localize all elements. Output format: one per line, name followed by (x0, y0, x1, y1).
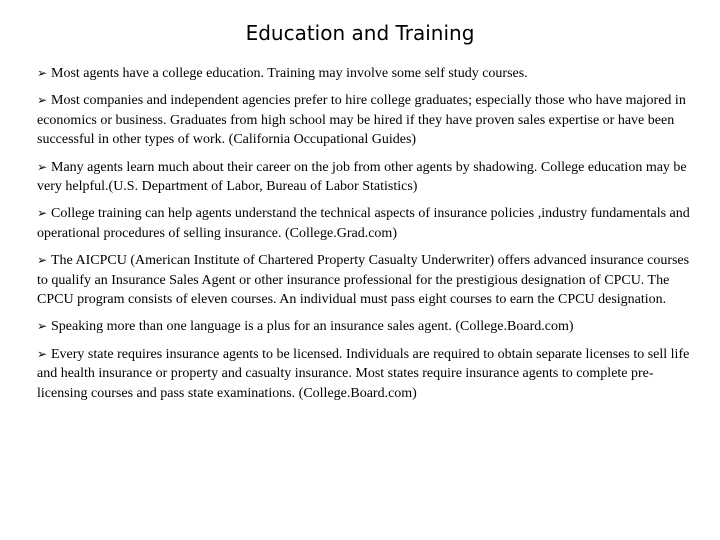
bullet-item (37, 204, 693, 243)
arrow-bullet-icon: ➢ (37, 346, 48, 361)
bullet-item (37, 91, 693, 149)
bullet-item (37, 158, 693, 197)
bullet-text: The AICPCU (American Institute of Chartered Property Casualty Underwriter) offers advanced insurance courses to qualify an Insurance Sales Agent or other insurance professional for the prestigious designation of CPCU. The CPCU program consists of eleven courses. An individual must pass eight courses to earn the CPCU designation. (37, 253, 690, 308)
bullet-text: Most companies and independent agencies prefer to hire college graduates; especially those who have majored in economics or business. Graduates from high school may be hired if they have proven sales expertise or have been successful in other types of work. (California Occupational Guides) (37, 93, 686, 148)
slide-title: Education and Training (245, 21, 475, 45)
arrow-bullet-icon: ➢ (37, 206, 48, 221)
bullet-item (37, 64, 693, 83)
arrow-bullet-icon: ➢ (37, 253, 48, 268)
arrow-bullet-icon: ➢ (37, 66, 48, 80)
bullet-text: Most agents have a college education. Training may involve some self study courses. (51, 66, 528, 81)
bullet-list (37, 64, 693, 411)
bullet-text: Speaking more than one language is a plus for an insurance sales agent. (College.Board.com) (51, 319, 574, 335)
bullet-item (37, 345, 693, 403)
arrow-bullet-icon: ➢ (37, 159, 48, 174)
bullet-text: Many agents learn much about their career on the job from other agents by shadowing. College education may be very helpful.(U.S. Department of Labor, Bureau of Labor Statistics) (37, 159, 687, 195)
bullet-item (37, 317, 693, 336)
bullet-text: Every state requires insurance agents to be licensed. Individuals are required to obtain separate licenses to sell life and health insurance or property and casualty insurance. Most states require insurance agents to complete pre-licensing courses and pass state examinations. (College.Board.com) (37, 346, 690, 401)
arrow-bullet-icon: ➢ (37, 93, 48, 108)
bullet-text: College training can help agents understand the technical aspects of insurance policies ,industry fundamentals and operational procedures of selling insurance. (College.Grad.com) (37, 206, 690, 241)
arrow-bullet-icon: ➢ (37, 319, 48, 334)
bullet-item (37, 251, 693, 309)
